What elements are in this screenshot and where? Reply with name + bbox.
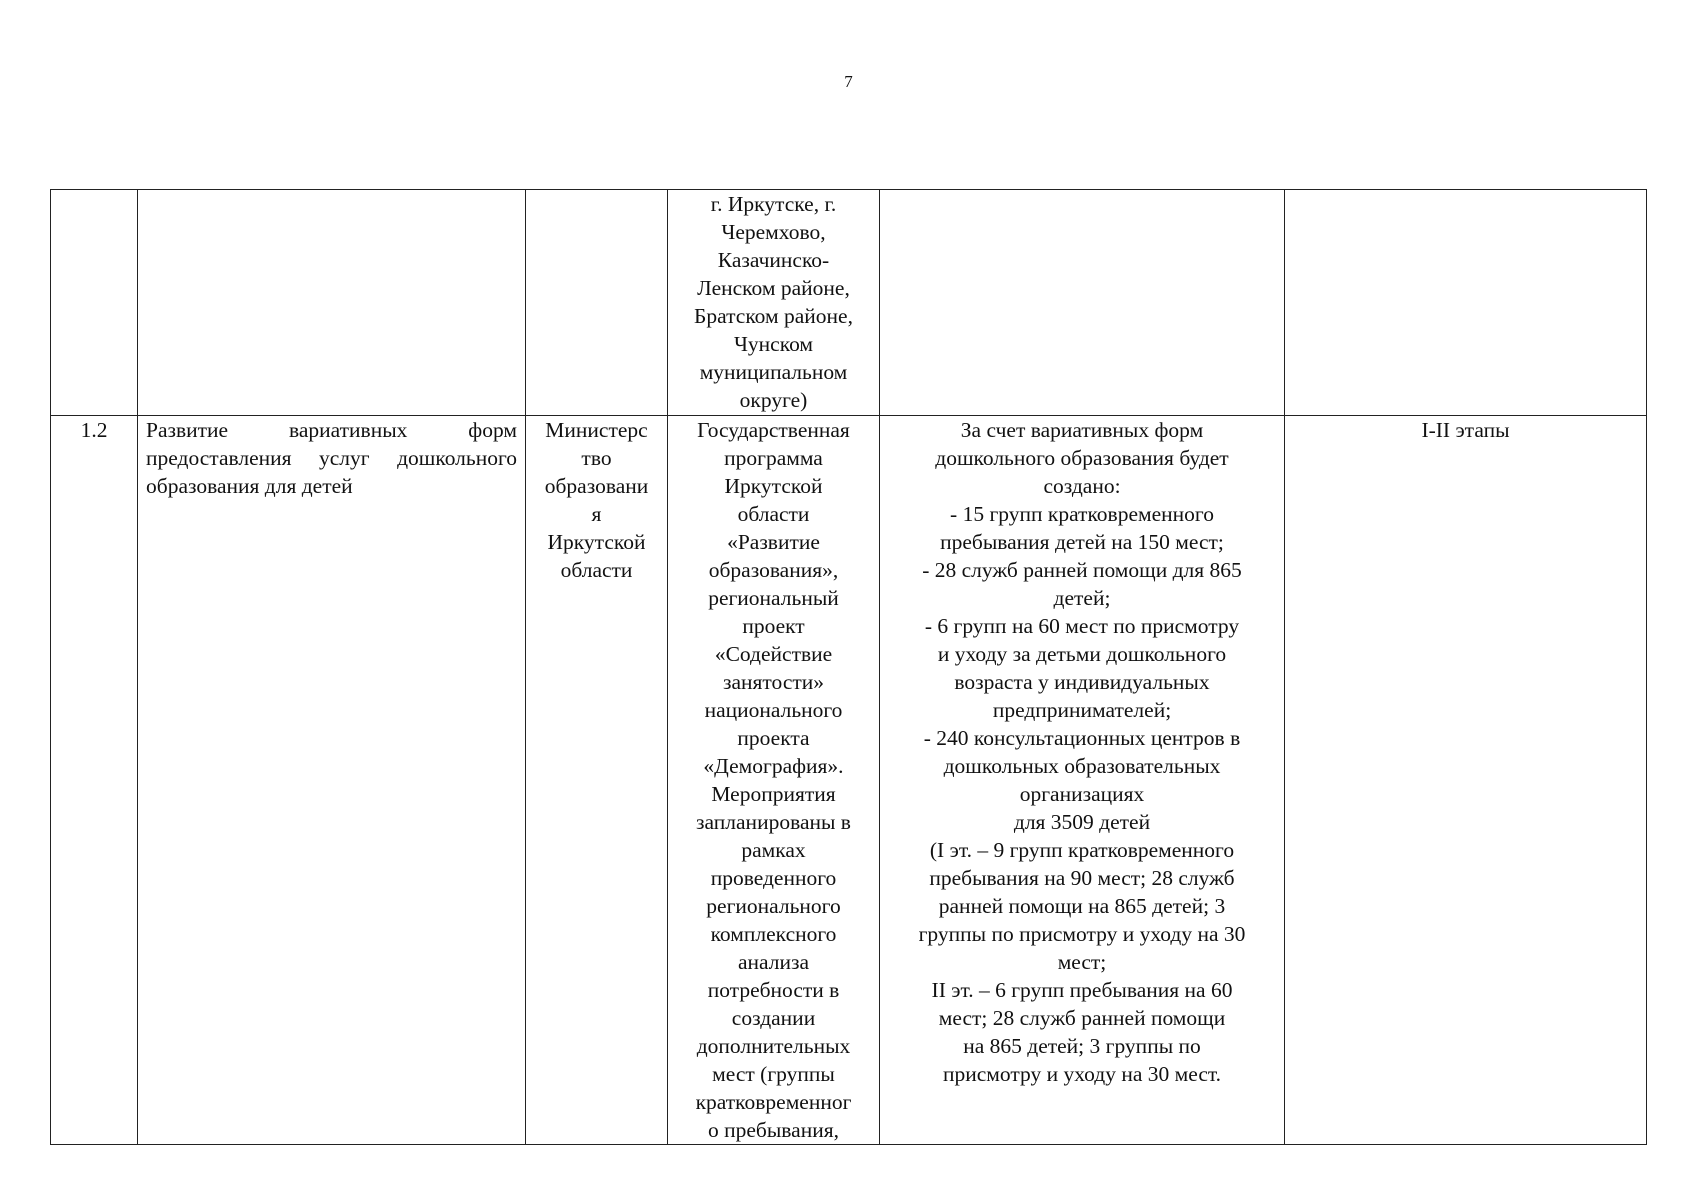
result-line: (I эт. – 9 групп кратковременного bbox=[929, 838, 1235, 862]
cell-result bbox=[880, 416, 1285, 1145]
program-line: Чунском bbox=[733, 332, 814, 356]
program-line: о пребывания, bbox=[708, 1118, 839, 1142]
program-line: программа bbox=[724, 446, 823, 470]
result-line: - 240 консультационных центров в bbox=[923, 726, 1241, 750]
executor-line: тво bbox=[581, 446, 612, 470]
table-row-1-2 bbox=[51, 416, 1647, 1145]
program-line: мест (группы bbox=[712, 1062, 835, 1086]
program-line: анализа bbox=[737, 950, 810, 974]
result-line: группы по присмотру и уходу на 30 bbox=[918, 922, 1246, 946]
program-line: области bbox=[737, 502, 810, 526]
program-line: «Развитие bbox=[727, 530, 820, 554]
program-line: «Содействие bbox=[714, 642, 833, 666]
program-line: рамках bbox=[741, 838, 806, 862]
cell-title: Развитие вариативных форм предоставления услуг дошкольного образования для детей bbox=[138, 416, 526, 1145]
result-line: на 865 детей; 3 группы по bbox=[963, 1034, 1201, 1058]
program-line: региональный bbox=[708, 586, 839, 610]
program-line: Иркутской bbox=[724, 474, 823, 498]
program-line: «Демография». bbox=[703, 754, 844, 778]
program-line: Ленском районе, bbox=[697, 276, 850, 300]
program-line: муниципальном bbox=[699, 360, 848, 384]
result-line: ранней помощи на 865 детей; 3 bbox=[938, 894, 1226, 918]
cell-num bbox=[51, 190, 138, 416]
cell-program bbox=[668, 190, 880, 416]
result-line: За счет вариативных форм bbox=[960, 418, 1204, 442]
result-line: мест; bbox=[1057, 950, 1107, 974]
result-line: возраста у индивидуальных bbox=[954, 670, 1210, 694]
page-number: 7 bbox=[844, 72, 853, 91]
program-line: округе) bbox=[739, 388, 808, 412]
result-line: организациях bbox=[1019, 782, 1145, 806]
program-line: образования», bbox=[708, 558, 839, 582]
executor-line: образовани bbox=[544, 474, 649, 498]
cell-num: 1.2 bbox=[51, 416, 138, 1145]
program-line: дополнительных bbox=[696, 1034, 851, 1058]
result-line: и уходу за детьми дошкольного bbox=[937, 642, 1227, 666]
result-line: дошкольных образовательных bbox=[943, 754, 1221, 778]
cell-executor bbox=[526, 190, 668, 416]
program-line: Братском районе, bbox=[694, 304, 853, 328]
executor-line: Иркутской bbox=[547, 530, 646, 554]
executor-line: я bbox=[591, 502, 602, 526]
cell-stage: I-II этапы bbox=[1285, 416, 1647, 1145]
table-row-continuation bbox=[51, 190, 1647, 416]
program-line: г. Иркутске, г. bbox=[710, 192, 837, 216]
result-line: пребывания детей на 150 мест; bbox=[940, 530, 1224, 554]
program-line: комплексного bbox=[710, 922, 837, 946]
cell-title bbox=[138, 190, 526, 416]
result-line: предпринимателей; bbox=[992, 698, 1172, 722]
program-line: проект bbox=[742, 614, 805, 638]
program-line: потребности в bbox=[707, 978, 840, 1002]
result-line: - 6 групп на 60 мест по присмотру bbox=[924, 614, 1240, 638]
program-line: Казачинско- bbox=[717, 248, 830, 272]
result-line: пребывания на 90 мест; 28 служб bbox=[929, 866, 1235, 890]
program-line: создании bbox=[731, 1006, 816, 1030]
result-line: II эт. – 6 групп пребывания на 60 bbox=[931, 978, 1233, 1002]
program-line: занятости» bbox=[722, 670, 825, 694]
program-line: регионального bbox=[706, 894, 841, 918]
cell-executor bbox=[526, 416, 668, 1145]
result-line: создано: bbox=[1043, 474, 1121, 498]
program-line: кратковременног bbox=[695, 1090, 852, 1114]
result-line: дошкольного образования будет bbox=[935, 446, 1229, 470]
program-line: Черемхово, bbox=[721, 220, 826, 244]
result-line: - 28 служб ранней помощи для 865 bbox=[922, 558, 1242, 582]
measures-table bbox=[50, 189, 1647, 1145]
cell-stage bbox=[1285, 190, 1647, 416]
executor-line: области bbox=[560, 558, 633, 582]
cell-program bbox=[668, 416, 880, 1145]
program-line: национального bbox=[704, 698, 843, 722]
result-line: для 3509 детей bbox=[1013, 810, 1151, 834]
executor-line: Министерс bbox=[545, 418, 648, 442]
result-line: детей; bbox=[1053, 586, 1111, 610]
result-line: мест; 28 служб ранней помощи bbox=[938, 1006, 1226, 1030]
program-line: запланированы в bbox=[696, 810, 851, 834]
program-line: проведенного bbox=[710, 866, 837, 890]
result-line: - 15 групп кратковременного bbox=[950, 502, 1214, 526]
result-line: присмотру и уходу на 30 мест. bbox=[942, 1062, 1222, 1086]
cell-result bbox=[880, 190, 1285, 416]
program-line: проекта bbox=[737, 726, 810, 750]
program-line: Государственная bbox=[697, 418, 850, 442]
program-line: Мероприятия bbox=[711, 782, 836, 806]
